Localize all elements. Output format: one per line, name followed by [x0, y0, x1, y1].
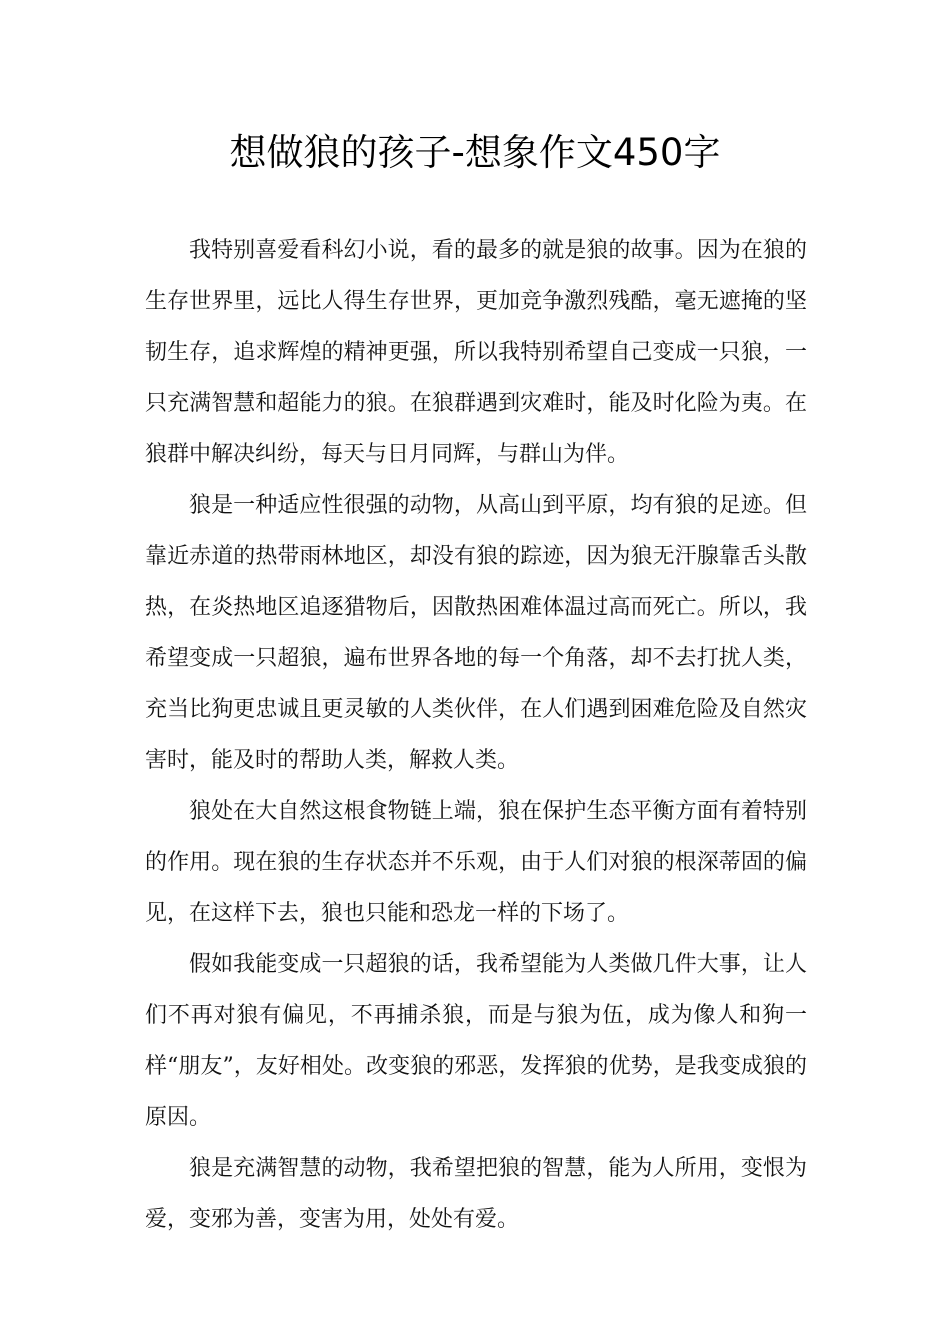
- paragraph-3: 狼处在大自然这根食物链上端，狼在保护生态平衡方面有着特别的作用。现在狼的生存状态并不乐观，由于人们对狼的根深蒂固的偏见，在这样下去，狼也只能和恐龙一样的下场了。: [145, 799, 807, 926]
- document-body: [145, 225, 807, 1245]
- paragraph-5: 狼是充满智慧的动物，我希望把狼的智慧，能为人所用，变恨为爱，变邪为善，变害为用，处处有爱。: [145, 1156, 807, 1232]
- paragraph-2: 狼是一种适应性很强的动物，从高山到平原，均有狼的足迹。但靠近赤道的热带雨林地区，却没有狼的踪迹，因为狼无汗腺靠舌头散热，在炎热地区追逐猎物后，因散热困难体温过高而死亡。所以，我希望变成一只超狼，遍布世界各地的每一个角落，却不去打扰人类，充当比狗更忠诚且更灵敏的人类伙伴，在人们遇到困难危险及自然灾害时，能及时的帮助人类，解救人类。: [145, 493, 807, 773]
- paragraph-4: 假如我能变成一只超狼的话，我希望能为人类做几件大事，让人们不再对狼有偏见，不再捕杀狼，而是与狼为伍，成为像人和狗一样“朋友”，友好相处。改变狼的邪恶，发挥狼的优势，是我变成狼的原因。: [145, 952, 807, 1130]
- paragraph-1: 我特别喜爱看科幻小说，看的最多的就是狼的故事。因为在狼的生存世界里，远比人得生存世界，更加竞争激烈残酷，毫无遮掩的坚韧生存，追求辉煌的精神更强，所以我特别希望自己变成一只狼，一只充满智慧和超能力的狼。在狼群遇到灾难时，能及时化险为夷。在狼群中解决纠纷，每天与日月同辉，与群山为伴。: [145, 238, 807, 467]
- document-title: 想做狼的孩子-想象作文450字: [229, 131, 721, 174]
